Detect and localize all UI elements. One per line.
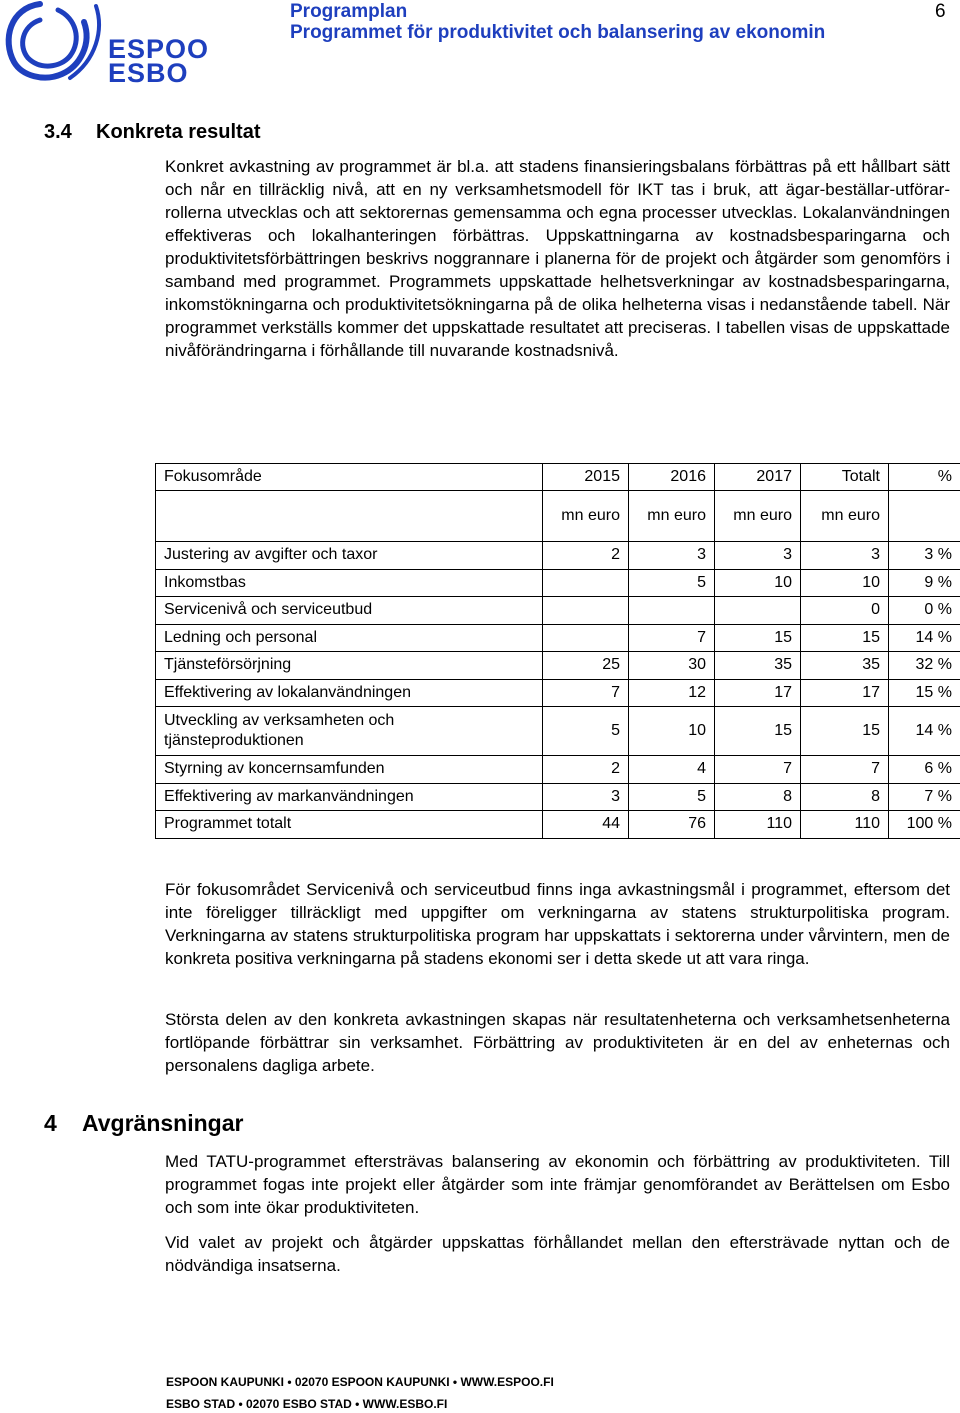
value-cell: 7 — [543, 679, 629, 707]
value-cell: 14 % — [889, 624, 960, 652]
table-row — [156, 597, 960, 625]
body-paragraph-tatu: Med TATU-programmet eftersträvas balansering av ekonomin och förbättring av produktiviteten. Till programmet fogas inte projekt eller åtgärder som inte främjar genomförandet av Berättelsen om Esbo och som inte ökar produktiviteten. — [165, 1152, 950, 1217]
row-label-cell: Servicenivå och serviceutbud — [156, 597, 543, 625]
value-cell: 3 % — [889, 542, 960, 570]
value-cell — [543, 569, 629, 597]
value-cell: 7 % — [889, 783, 960, 811]
row-label-cell: Effektivering av markanvändningen — [156, 783, 543, 811]
row-label-cell: Justering av avgifter och taxor — [156, 542, 543, 570]
value-cell: 3 — [543, 783, 629, 811]
value-cell: 14 % — [889, 707, 960, 756]
value-cell: 0 % — [889, 597, 960, 625]
value-cell: 3 — [715, 542, 801, 570]
value-cell: 25 — [543, 652, 629, 680]
value-cell: 30 — [629, 652, 715, 680]
table-row — [156, 652, 960, 680]
value-cell: 3 — [801, 542, 889, 570]
column-header: Totalt — [801, 464, 889, 491]
value-cell: 6 % — [889, 756, 960, 784]
table-row — [156, 542, 960, 570]
value-cell — [543, 597, 629, 625]
body-paragraph-results: Konkret avkastning av programmet är bl.a. att stadens finansieringsbalans förbättras på ett hållbart sätt och når en tillräcklig nivå, att en ny verksamhetsmodell för IKT tas i bruk, att ägar-beställar-utförar-rollerna utvecklas och att sektorernas gemensamma och egna processer utvecklas. Lokalanvändningen effektiveras och lokalhanteringen förbättras. Uppskattningarna av kostnadsbesparingarna och produktivitetsförbättringen beskrivs noggrannare i planerna för de projekt och åtgärder som genomförs i samband med programmet. Programmets uppskattade helhetsverkningar av kostnadsbesparingarna, inkomstökningarna och produktivitetsökningarna på de olika helheterna visas i nedanstående tabell. När programmet verkställs kommer det uppskattade resultatet att preciseras. I tabellen visas de uppskattade nivåförändringarna i förhållande till nuvarande kostnadsnivå. — [165, 157, 950, 360]
unit-cell: mn euro — [543, 491, 629, 542]
unit-cell: mn euro — [715, 491, 801, 542]
unit-cell — [156, 491, 543, 542]
row-label-cell: Programmet totalt — [156, 811, 543, 839]
section-title: Konkreta resultat — [96, 121, 261, 143]
row-label-cell: Utveckling av verksamheten och tjänsteproduktionen — [156, 707, 543, 756]
table-row — [156, 783, 960, 811]
row-label-cell: Tjänsteförsörjning — [156, 652, 543, 680]
value-cell — [543, 624, 629, 652]
value-cell: 7 — [801, 756, 889, 784]
value-cell: 10 — [801, 569, 889, 597]
section-heading-3-4 — [44, 121, 261, 144]
section-heading-4 — [44, 1110, 243, 1137]
value-cell: 76 — [629, 811, 715, 839]
logo-text-esbo: ESBO — [108, 58, 189, 88]
column-header: 2017 — [715, 464, 801, 491]
value-cell: 32 % — [889, 652, 960, 680]
value-cell: 8 — [715, 783, 801, 811]
value-cell: 15 % — [889, 679, 960, 707]
value-cell: 12 — [629, 679, 715, 707]
value-cell: 15 — [715, 624, 801, 652]
value-cell: 5 — [629, 783, 715, 811]
value-cell: 7 — [629, 624, 715, 652]
row-label-cell: Inkomstbas — [156, 569, 543, 597]
value-cell: 2 — [543, 542, 629, 570]
table-row — [156, 811, 960, 839]
table-units-row — [156, 491, 960, 542]
table-row — [156, 707, 960, 756]
footer-line-swedish: ESBO STAD • 02070 ESBO STAD • WWW.ESBO.FI — [166, 1397, 448, 1411]
value-cell: 8 — [801, 783, 889, 811]
row-label-cell: Ledning och personal — [156, 624, 543, 652]
document-subtitle: Programmet för produktivitet och balansering av ekonomin — [290, 22, 826, 43]
column-header: 2015 — [543, 464, 629, 491]
value-cell — [715, 597, 801, 625]
value-cell: 17 — [715, 679, 801, 707]
value-cell: 15 — [801, 707, 889, 756]
section-number: 3.4 — [44, 121, 72, 143]
espoo-logo — [0, 0, 210, 90]
row-label-cell: Styrning av koncernsamfunden — [156, 756, 543, 784]
value-cell: 110 — [801, 811, 889, 839]
section-title: Avgränsningar — [82, 1110, 244, 1136]
row-label-cell: Effektivering av lokalanvändningen — [156, 679, 543, 707]
value-cell: 15 — [715, 707, 801, 756]
section-number: 4 — [44, 1110, 57, 1136]
value-cell: 15 — [801, 624, 889, 652]
unit-cell: mn euro — [801, 491, 889, 542]
unit-cell: mn euro — [629, 491, 715, 542]
table-row — [156, 756, 960, 784]
value-cell: 5 — [543, 707, 629, 756]
value-cell: 5 — [629, 569, 715, 597]
table-row — [156, 569, 960, 597]
value-cell: 44 — [543, 811, 629, 839]
value-cell: 35 — [715, 652, 801, 680]
value-cell: 2 — [543, 756, 629, 784]
table-row — [156, 624, 960, 652]
column-header: 2016 — [629, 464, 715, 491]
value-cell — [629, 597, 715, 625]
value-cell: 3 — [629, 542, 715, 570]
body-paragraph-service-level: För fokusområdet Servicenivå och serviceutbud finns inga avkastningsmål i programmet, eftersom det inte föreligger tillräckligt med uppgifter om verkningarna av statens strukturpolitiska program. Verkningarna av statens strukturpolitiska program har uppskattats i sektorerna under vårvintern, men de konkreta positiva verkningarna på stadens ekonomi ser i detta skede ut att vara ringa. — [165, 880, 950, 968]
body-paragraph-selection: Vid valet av projekt och åtgärder uppskattas förhållandet mellan den eftersträvade nyttan och de nödvändiga insatserna. — [165, 1233, 950, 1275]
document-title: Programplan — [290, 1, 408, 22]
logo-swirl-icon — [0, 0, 110, 90]
value-cell: 7 — [715, 756, 801, 784]
value-cell: 9 % — [889, 569, 960, 597]
table-header-row — [156, 464, 960, 491]
value-cell: 100 % — [889, 811, 960, 839]
body-paragraph-largest-part: Största delen av den konkreta avkastningen skapas när resultatenheterna och verksamhetsenheterna fortlöpande förbättrar sin verksamhet. Förbättring av produktiviteten är en del av enheternas och personalens dagliga arbete. — [165, 1010, 950, 1075]
page-number: 6 — [935, 1, 946, 22]
column-header: Fokusområde — [156, 464, 543, 491]
results-table — [155, 463, 960, 839]
unit-cell — [889, 491, 960, 542]
value-cell: 4 — [629, 756, 715, 784]
value-cell: 17 — [801, 679, 889, 707]
value-cell: 35 — [801, 652, 889, 680]
value-cell: 110 — [715, 811, 801, 839]
column-header: % — [889, 464, 960, 491]
logo-text-espoo: ESPOO — [108, 34, 210, 64]
value-cell: 10 — [715, 569, 801, 597]
table-row — [156, 679, 960, 707]
footer-line-finnish: ESPOON KAUPUNKI • 02070 ESPOON KAUPUNKI • WWW.ESPOO.FI — [166, 1375, 554, 1389]
value-cell: 10 — [629, 707, 715, 756]
value-cell: 0 — [801, 597, 889, 625]
